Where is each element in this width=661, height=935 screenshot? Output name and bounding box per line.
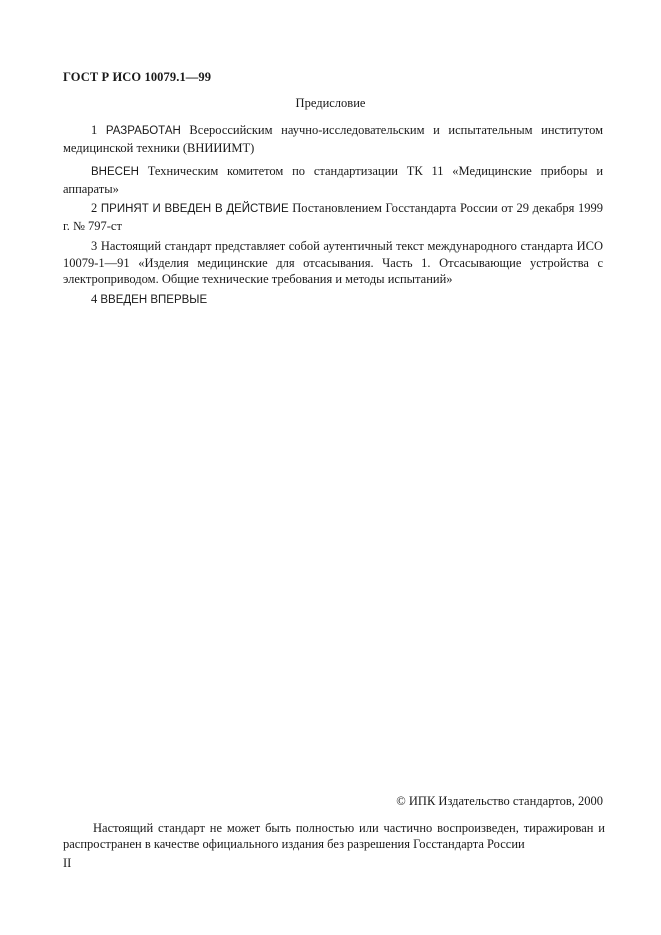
- item-4-text: ВВЕДЕН ВПЕРВЫЕ: [100, 294, 208, 306]
- item-1-lead: РАЗРАБОТАН: [105, 125, 181, 137]
- preface-title: Предисловие: [295, 96, 366, 110]
- preface-item-3: [63, 238, 603, 288]
- item-1-number: 1: [91, 123, 98, 137]
- item-2-text: Постановлением Госстандарта России от 29 декабря 1999 г. № 797-ст: [63, 201, 604, 233]
- item-2-lead: ПРИНЯТ И ВВЕДЕН В ДЕЙСТВИЕ: [100, 203, 289, 215]
- reproduction-notice-text: Настоящий стандарт не может быть полностью или частично воспроизведен, тиражирован и распространен в качестве официального издания без разрешения Госстандарта России: [63, 821, 605, 851]
- preface-item-1: [63, 122, 603, 156]
- preface-item-2: [63, 200, 603, 234]
- item-2-number: 2: [91, 201, 98, 215]
- preface-item-4: [63, 291, 603, 309]
- document-code: ГОСТ Р ИСО 10079.1—99: [63, 70, 212, 84]
- page-number: II: [63, 856, 72, 870]
- item-1-text: Всероссийским научно-исследовательским и испытательным институтом медицинской техники (ВНИИИМТ): [63, 123, 603, 155]
- item-3-number: 3: [91, 239, 98, 253]
- preface-item-1b: [63, 163, 603, 197]
- item-1b-text: Техническим комитетом по стандартизации ТК 11 «Медицинские приборы и аппараты»: [63, 164, 604, 196]
- item-3-text: Настоящий стандарт представляет собой аутентичный текст международного стандарта ИСО 10079-1—91 «Изделия медицинские для отсасывания. Часть 1. Отсасывающие устройства с электроприводом. Общие технические требования и методы испытаний»: [63, 239, 604, 286]
- item-4-number: 4: [91, 292, 98, 306]
- copyright-line: © ИПК Издательство стандартов, 2000: [396, 794, 603, 808]
- reproduction-notice: [63, 820, 605, 852]
- item-1b-lead: ВНЕСЕН: [91, 166, 139, 178]
